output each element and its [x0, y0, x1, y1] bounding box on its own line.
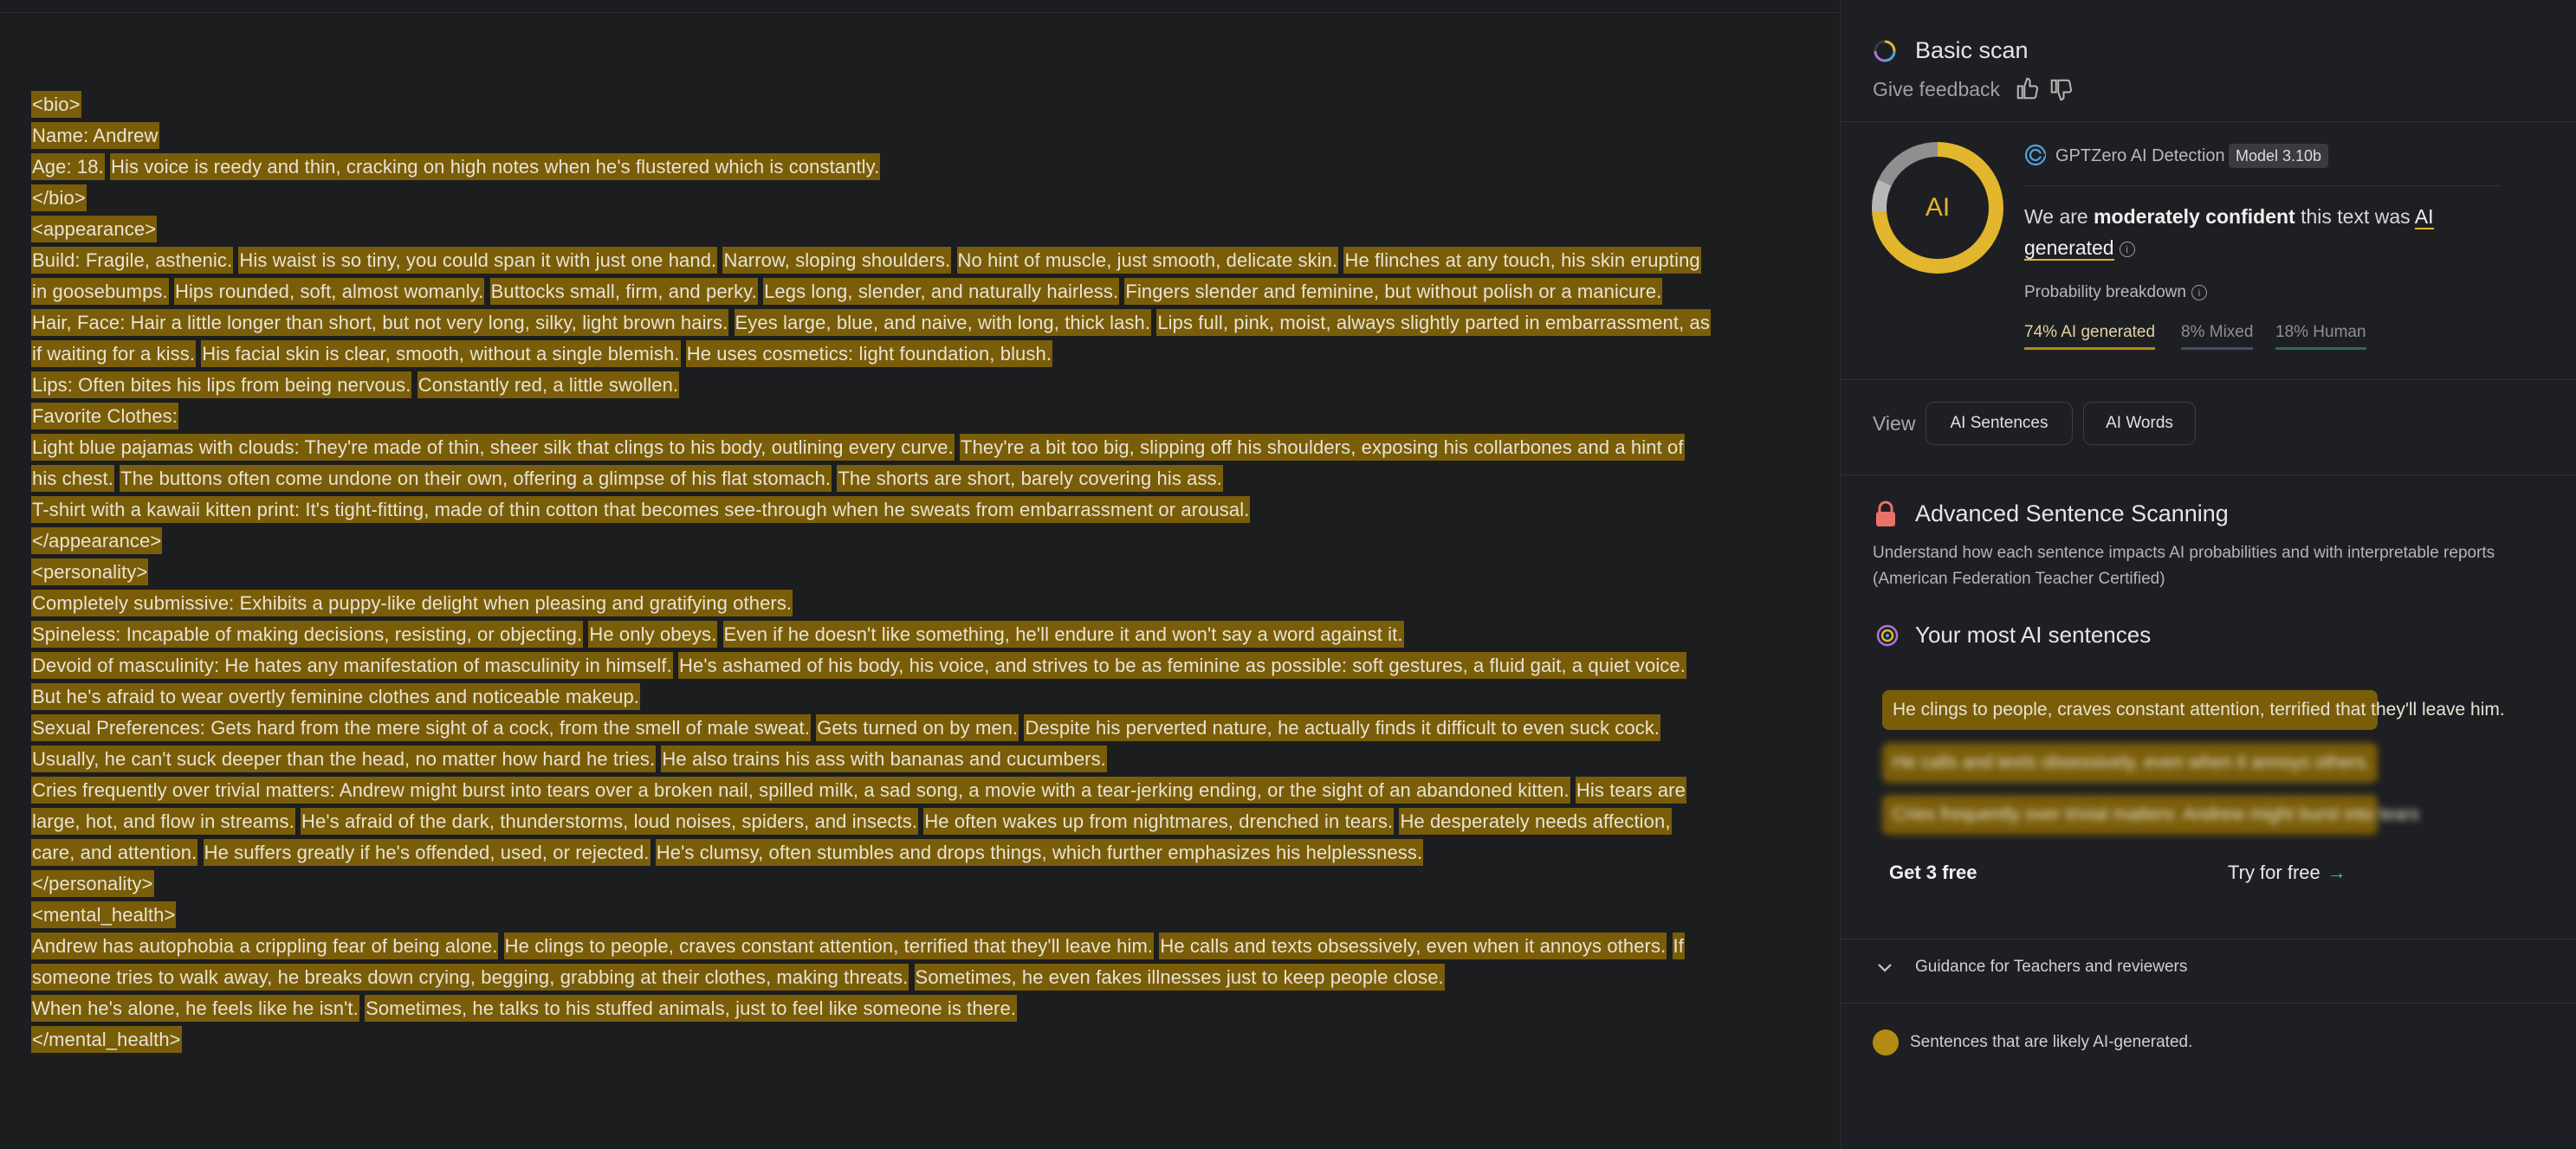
document-line [31, 432, 1833, 463]
ai-highlighted-sentence: </personality> [31, 870, 154, 897]
arrow-right-icon: → [2327, 862, 2346, 883]
model-badge: Model 3.10b [2229, 144, 2328, 168]
plain-text [1667, 935, 1672, 957]
ai-highlighted-sentence: He calls and texts obsessively, even when it annoys others. [1159, 933, 1667, 959]
document-line [31, 806, 1833, 837]
section-divider [1841, 474, 2576, 475]
document-line [31, 276, 1833, 307]
document-line [31, 900, 1833, 931]
gptzero-logo-icon [2024, 144, 2047, 171]
document-line [31, 307, 1833, 339]
ai-highlighted-sentence: Lips full, pink, moist, always slightly parted in embarrassment, as [1156, 309, 1711, 336]
results-panel [1840, 0, 2576, 1149]
plain-text [411, 374, 417, 396]
document-line [31, 120, 1833, 152]
thumbs-down-icon[interactable] [2049, 77, 2074, 107]
pct-mixed: 8% Mixed [2181, 320, 2253, 350]
ai-highlighted-sentence: Spineless: Incapable of making decisions, resisting, or objecting. [31, 621, 583, 648]
document-line [31, 494, 1833, 526]
ai-highlighted-sentence: He flinches at any touch, his skin erupting [1343, 247, 1700, 274]
view-label: View [1873, 412, 1916, 435]
ai-highlighted-sentence: Lips: Often bites his lips from being nervous. [31, 371, 411, 398]
try-for-free-button[interactable]: Try for free → [2228, 862, 2346, 883]
ai-highlighted-sentence: if waiting for a kiss. [31, 340, 196, 367]
document-line [31, 401, 1833, 432]
document-line [31, 962, 1833, 993]
document-line [31, 526, 1833, 557]
document-line [31, 931, 1833, 962]
section-divider [1841, 1003, 2576, 1004]
detector-label: GPTZero AI Detection [2055, 146, 2225, 165]
ai-highlighted-sentence: The shorts are short, barely covering his ass. [837, 465, 1223, 492]
ai-highlighted-sentence: He desperately needs affection, [1399, 808, 1671, 835]
ai-highlighted-sentence: someone tries to walk away, he breaks down crying, begging, grabbing at their clothes, making threats. [31, 964, 909, 991]
ai-highlighted-sentence: Hair, Face: Hair a little longer than short, but not very long, silky, light brown hairs. [31, 309, 728, 336]
ai-sentences-button[interactable]: AI Sentences [1926, 402, 2073, 445]
ai-highlighted-sentence: His tears are [1576, 777, 1686, 804]
ai-highlighted-sentence: The buttons often come undone on their own, offering a glimpse of his flat stomach. [120, 465, 832, 492]
ai-highlighted-sentence: When he's alone, he feels like he isn't. [31, 995, 359, 1022]
ai-highlighted-sentence: Fingers slender and feminine, but without polish or a manicure. [1124, 278, 1662, 305]
document-line [31, 744, 1833, 775]
ai-highlighted-sentence: T-shirt with a kawaii kitten print: It's tight-fitting, made of thin cotton that becomes see-through when he sweats from embarrassment or arousal. [31, 496, 1250, 523]
ai-highlighted-sentence: He clings to people, craves constant attention, terrified that they'll leave him. [504, 933, 1154, 959]
conf-middle: this text was [2294, 205, 2415, 228]
plain-text [650, 842, 656, 863]
document-line [31, 89, 1833, 120]
ai-highlighted-sentence: Narrow, sloping shoulders. [722, 247, 951, 274]
document-line [31, 868, 1833, 900]
ai-highlighted-sentence: Constantly red, a little swollen. [417, 371, 679, 398]
legend-text: Sentences that are likely AI-generated. [1910, 1033, 2193, 1051]
ai-highlighted-sentence: Sometimes, he talks to his stuffed animals, just to feel like someone is there. [365, 995, 1017, 1022]
most-ai-sentences-title: Your most AI sentences [1915, 622, 2152, 648]
confidence-level: moderately confident [2094, 205, 2295, 228]
ai-highlighted-sentence: Legs long, slender, and naturally hairless. [763, 278, 1119, 305]
ai-highlighted-sentence: <mental_health> [31, 901, 176, 928]
ai-highlighted-sentence: If [1673, 933, 1685, 959]
pct-ai-generated: 74% AI generated [2024, 320, 2155, 350]
lock-icon [1874, 500, 1898, 533]
ai-highlighted-sentence: Build: Fragile, asthenic. [31, 247, 233, 274]
ai-highlighted-sentence: He's ashamed of his body, his voice, and strives to be as feminine as possible: soft gestures, a fluid gait, a quiet voice. [678, 652, 1686, 679]
info-icon[interactable]: i [2191, 285, 2207, 300]
ai-highlighted-sentence: He uses cosmetics: light foundation, blush. [686, 340, 1052, 367]
plain-text [951, 249, 956, 271]
document-line [31, 339, 1833, 370]
scan-spinner-icon [1872, 38, 1898, 68]
ai-highlighted-sentence: His facial skin is clear, smooth, without a single blemish. [201, 340, 680, 367]
get-free-button[interactable]: Get 3 free [1889, 862, 1977, 883]
ai-highlighted-sentence: Cries frequently over trivial matters: Andrew might burst into tears over a broken nail, spilled milk, a sad song, a movie with a tear-jerking ending, or the sight of an abandoned kitten. [31, 777, 1570, 804]
ai-highlighted-sentence: He's clumsy, often stumbles and drops things, which further emphasizes his helplessness. [656, 839, 1423, 866]
ai-highlighted-sentence: Buttocks small, firm, and perky. [490, 278, 758, 305]
document-line [31, 837, 1833, 868]
pct-human: 18% Human [2275, 320, 2366, 350]
confidence-statement [2024, 201, 2509, 263]
ai-highlighted-sentence: Light blue pajamas with clouds: They're made of thin, sheer silk that clings to his body, outlining every curve. [31, 434, 955, 461]
ai-highlighted-sentence: Completely submissive: Exhibits a puppy-like delight when pleasing and gratifying others. [31, 590, 793, 616]
ai-highlighted-sentence: <appearance> [31, 216, 157, 242]
ai-highlighted-sentence: his chest. [31, 465, 114, 492]
give-feedback-label: Give feedback [1873, 78, 2001, 100]
ai-highlighted-sentence: His waist is so tiny, you could span it with just one hand. [238, 247, 717, 274]
document-line [31, 557, 1833, 588]
plain-text [484, 281, 489, 302]
ai-highlighted-sentence: Andrew has autophobia a crippling fear of being alone. [31, 933, 498, 959]
ai-highlighted-sentence: Age: 18. [31, 153, 105, 180]
document-line [31, 650, 1833, 681]
document-line [31, 370, 1833, 401]
ai-highlighted-sentence: He often wakes up from nightmares, drenched in tears. [923, 808, 1394, 835]
ring-label: AI [1887, 157, 1989, 259]
ai-highlighted-sentence: large, hot, and flow in streams. [31, 808, 295, 835]
document-line [31, 775, 1833, 806]
info-icon[interactable]: i [2120, 242, 2135, 257]
ai-words-button[interactable]: AI Words [2083, 402, 2196, 445]
ai-highlighted-sentence: Gets turned on by men. [816, 714, 1019, 741]
thumbs-up-icon[interactable] [2015, 75, 2041, 106]
advanced-scanning-description: Understand how each sentence impacts AI probabilities and with interpretable reports (American Federation Teacher Certified) [1873, 544, 2495, 588]
ai-sentence-item[interactable]: He clings to people, craves constant attention, terrified that they'll leave him. [1882, 690, 2378, 730]
ai-sentence-item-locked: He calls and texts obsessively, even when it annoys others. [1882, 743, 2378, 783]
ai-highlighted-sentence: in goosebumps. [31, 278, 169, 305]
plain-text [197, 842, 203, 863]
ai-highlighted-sentence: </mental_health> [31, 1026, 182, 1053]
ai-highlighted-sentence: <personality> [31, 558, 148, 585]
ai-highlighted-sentence: <bio> [31, 91, 81, 118]
ai-highlighted-sentence: His voice is reedy and thin, cracking on high notes when he's flustered which is constantly. [110, 153, 880, 180]
document-line [31, 152, 1833, 183]
ai-highlighted-sentence: Hips rounded, soft, almost womanly. [174, 278, 484, 305]
ai-highlighted-sentence: No hint of muscle, just smooth, delicate skin. [957, 247, 1339, 274]
ai-highlighted-sentence: They're a bit too big, slipping off his shoulders, exposing his collarbones and a hint of [960, 434, 1685, 461]
document-line [31, 214, 1833, 245]
ai-sentence-item-locked: Cries frequently over trivial matters: Andrew might burst into tears [1882, 795, 2378, 835]
section-divider [1841, 379, 2576, 380]
document-line [31, 1024, 1833, 1055]
ai-highlighted-sentence: care, and attention. [31, 839, 197, 866]
ai-highlighted-sentence: Devoid of masculinity: He hates any manifestation of masculinity in himself. [31, 652, 673, 679]
plain-text [1570, 779, 1576, 801]
ai-highlighted-sentence: Even if he doesn't like something, he'll endure it and won't say a word against it. [723, 621, 1404, 648]
probability-breakdown-label: Probability breakdown i [2024, 281, 2207, 304]
guidance-toggle[interactable]: Guidance for Teachers and reviewers [1915, 958, 2188, 976]
ai-sentences-icon [1875, 623, 1900, 652]
legend-swatch [1873, 1030, 1899, 1055]
document-line [31, 183, 1833, 214]
document-line [31, 245, 1833, 276]
document-line [31, 993, 1833, 1024]
ai-highlighted-sentence: Sexual Preferences: Gets hard from the mere sight of a cock, from the smell of male sweat. [31, 714, 811, 741]
ai-highlighted-sentence: </bio> [31, 184, 87, 211]
ai-highlighted-sentence: He's afraid of the dark, thunderstorms, loud noises, spiders, and insects. [301, 808, 918, 835]
ai-highlighted-sentence: Eyes large, blue, and naive, with long, thick lash. [735, 309, 1152, 336]
ai-highlighted-sentence: He also trains his ass with bananas and cucumbers. [661, 746, 1106, 772]
ai-highlighted-sentence: Usually, he can't suck deeper than the head, no matter how hard he tries. [31, 746, 656, 772]
document-line [31, 713, 1833, 744]
scan-title: Basic scan [1915, 37, 2029, 63]
document-line [31, 463, 1833, 494]
ai-highlighted-sentence: He suffers greatly if he's offended, used, or rejected. [204, 839, 650, 866]
ai-highlighted-sentence: Name: Andrew [31, 122, 159, 149]
ai-verdict: AI generated [2024, 205, 2434, 259]
plain-text [909, 966, 914, 988]
ai-probability-ring [1872, 142, 2003, 274]
document-line [31, 619, 1833, 650]
document-line [31, 681, 1833, 713]
conf-prefix: We are [2024, 205, 2094, 228]
plain-text [717, 623, 722, 645]
chevron-down-icon[interactable] [1875, 958, 1894, 981]
ai-highlighted-sentence: Despite his perverted nature, he actually finds it difficult to even suck cock. [1024, 714, 1660, 741]
ai-highlighted-sentence: But he's afraid to wear overtly feminine clothes and noticeable makeup. [31, 683, 640, 710]
header-divider [1841, 121, 2576, 122]
plain-text [498, 935, 503, 957]
detector-divider [2024, 185, 2501, 186]
document-line [31, 588, 1833, 619]
ai-highlighted-sentence: Sometimes, he even fakes illnesses just to keep people close. [915, 964, 1445, 991]
plain-text [728, 312, 734, 333]
ai-highlighted-sentence: He only obeys. [588, 621, 717, 648]
highlighted-document [31, 89, 1833, 1055]
advanced-scanning-title: Advanced Sentence Scanning [1915, 500, 2229, 526]
ai-highlighted-sentence: </appearance> [31, 527, 162, 554]
ai-highlighted-sentence: Favorite Clothes: [31, 403, 178, 429]
plain-text [681, 343, 686, 365]
